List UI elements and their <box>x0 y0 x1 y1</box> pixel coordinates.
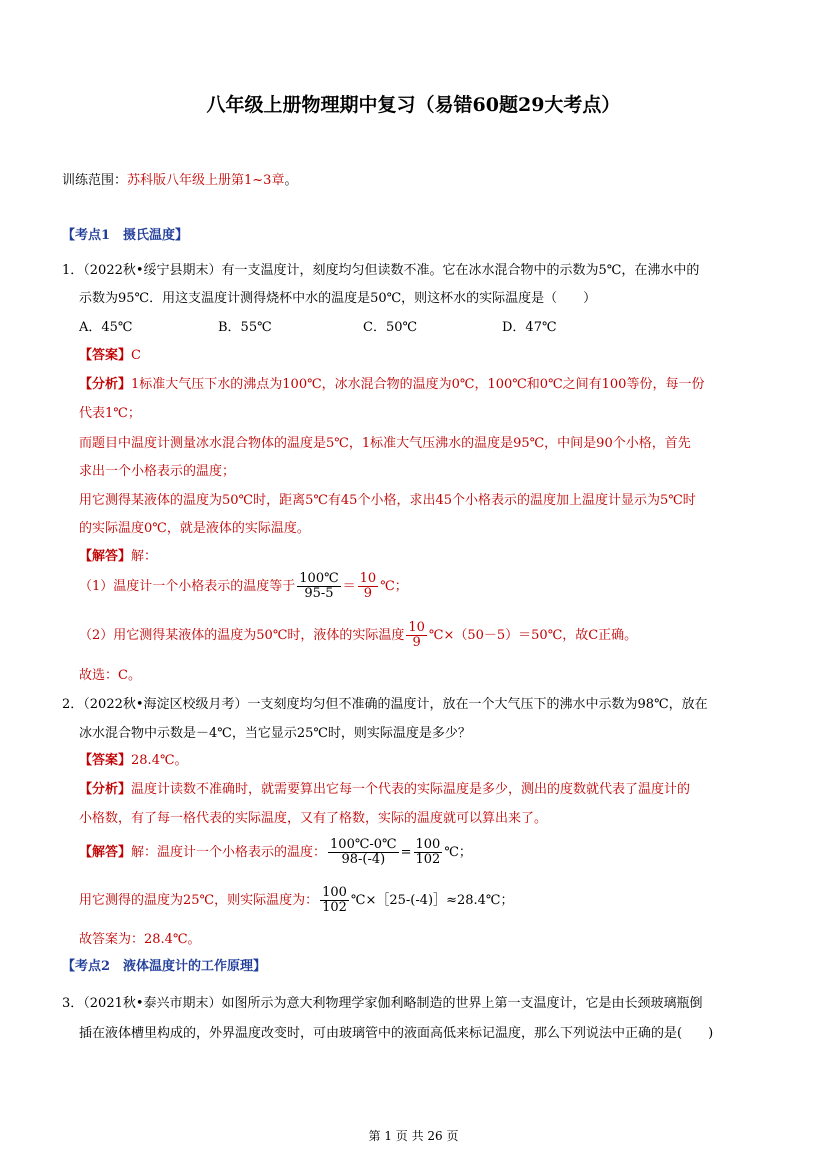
analysis-text: 温度计读数不准确时，就需要算出它每一个代表的实际温度是多少，测出的度数就代表了温度计的 <box>131 782 691 797</box>
fraction-denominator: 102 <box>415 852 441 867</box>
q1-option-b: B．55℃ <box>218 320 272 335</box>
solution-text: 解：温度计一个小格表示的温度： <box>131 845 327 860</box>
q2-solution-line1 <box>79 838 472 867</box>
equals-sign: ＝ <box>342 579 356 594</box>
q1-step2 <box>79 621 637 650</box>
step1-text: （1）温度计一个小格表示的温度等于 <box>79 579 296 594</box>
step2-fraction <box>406 621 427 650</box>
answer-value: 28.4℃。 <box>131 753 188 768</box>
section-heading-1: 【考点1 摄氏温度】 <box>62 228 189 243</box>
page-title: 八年级上册物理期中复习（易错60题29大考点） <box>206 94 621 116</box>
page-footer: 第 1 页 共 26 页 <box>368 1129 459 1143</box>
q1-stem-line1: 1．（2022秋•绥宁县期末）有一支温度计，刻度均匀但读数不准。它在冰水混合物中的示数为5℃，在沸水中的 <box>62 263 700 278</box>
solution-label: 【解答】 <box>79 845 132 860</box>
solution-label: 【解答】 <box>79 549 132 564</box>
step1-fraction <box>297 572 340 601</box>
section-heading-2: 【考点2 液体温度计的工作原理】 <box>62 959 267 974</box>
q2-fraction-2 <box>320 886 349 915</box>
q1-analysis-line5: 用它测得某液体的温度为50℃时，距离5℃有45个小格，求出45个小格表示的温度加上温度计显示为5℃时 <box>79 493 696 508</box>
step2-result: ℃×（50－5）＝50℃，故C正确。 <box>428 628 638 643</box>
q1-analysis-line6: 的实际温度0℃，就是液体的实际温度。 <box>79 521 310 536</box>
scope-end: 。 <box>284 173 298 188</box>
step1-unit: ℃； <box>380 579 408 594</box>
q1-analysis-line1 <box>79 377 704 393</box>
q2-stem-line1: 2．（2022秋•海淀区校级月考）一支刻度均匀但不准确的温度计，放在一个大气压下的沸水中示数为98℃，放在 <box>62 697 708 712</box>
analysis-label: 【分析】 <box>79 782 132 797</box>
q1-choice: 故选：C。 <box>79 668 141 683</box>
analysis-label: 【分析】 <box>79 377 132 392</box>
fraction-denominator: 98-(-4) <box>341 852 386 867</box>
q3-stem-line1: 3．（2021秋•泰兴市期末）如图所示为意大利物理学家伽利略制造的世界上第一支温度计，它是由长颈玻璃瓶倒 <box>62 996 703 1011</box>
q1-answer <box>79 348 141 364</box>
q2-result: ℃×［25-(-4)］≈28.4℃； <box>350 893 514 908</box>
training-scope <box>62 173 297 189</box>
fraction-numerator: 10 <box>359 571 377 586</box>
step1-fraction-result <box>358 572 379 601</box>
analysis-text: 1标准大气压下水的沸点为100℃，冰水混合物的温度为0℃，100℃和0℃之间有100等份，每一份 <box>131 377 705 392</box>
q3-stem-line2: 插在液体槽里构成的，外界温度改变时，可由玻璃管中的液面高低来标记温度，那么下列说法中正确的是( ) <box>79 1026 714 1041</box>
fraction-denominator: 102 <box>322 900 347 915</box>
q1-stem-line2: 示数为95℃．用这支温度计测得烧杯中水的温度是50℃，则这杯水的实际温度是（ ） <box>79 291 597 306</box>
unit: ℃； <box>444 845 472 860</box>
q2-fraction-1 <box>328 838 399 867</box>
q1-analysis-line4: 求出一个小格表示的温度； <box>79 464 236 479</box>
fraction-numerator: 100℃ <box>299 571 339 586</box>
fraction-numerator: 100℃-0℃ <box>330 837 397 852</box>
solution-text: 解： <box>131 549 158 564</box>
q2-final-answer: 故答案为：28.4℃。 <box>79 932 201 947</box>
fraction-denominator: 9 <box>363 586 373 601</box>
q1-step1 <box>79 572 408 601</box>
q2-answer <box>79 753 188 769</box>
answer-label: 【答案】 <box>79 753 132 768</box>
q2-analysis-line1 <box>79 782 690 798</box>
fraction-denominator: 9 <box>412 635 421 650</box>
answer-label: 【答案】 <box>79 348 132 363</box>
q2-stem-line2: 冰水混合物中示数是－4℃，当它显示25℃时，则实际温度是多少？ <box>79 726 471 741</box>
fraction-numerator: 100 <box>415 837 441 852</box>
q1-analysis-line2: 代表1℃； <box>79 406 141 421</box>
q1-solution-header <box>79 549 157 565</box>
answer-value: C <box>131 348 141 363</box>
q1-option-a: A．45℃ <box>79 320 133 335</box>
fraction-numerator: 100 <box>322 885 347 900</box>
fraction-denominator: 95-5 <box>304 586 334 601</box>
step2-text: （2）用它测得某液体的温度为50℃时，液体的实际温度 <box>79 628 405 643</box>
q2-solution-line2 <box>79 886 513 915</box>
fraction-numerator: 10 <box>408 620 425 635</box>
q2-analysis-line2: 小格数，有了每一格代表的实际温度，又有了格数，实际的温度就可以算出来了。 <box>79 811 548 826</box>
q1-option-c: C．50℃ <box>363 320 418 335</box>
scope-value: 苏科版八年级上册第1~3章 <box>127 173 285 188</box>
equals-sign: = <box>400 845 412 860</box>
q1-analysis-line3: 而题目中温度计测量冰水混合物体的温度是5℃，1标准大气压沸水的温度是95℃，中间是90个小格，首先 <box>79 436 691 451</box>
scope-label: 训练范围： <box>62 173 128 188</box>
step2-text: 用它测得的温度为25℃，则实际温度为： <box>79 893 319 908</box>
q1-option-d: D．47℃ <box>502 320 557 335</box>
q2-fraction-1-result <box>414 838 443 867</box>
